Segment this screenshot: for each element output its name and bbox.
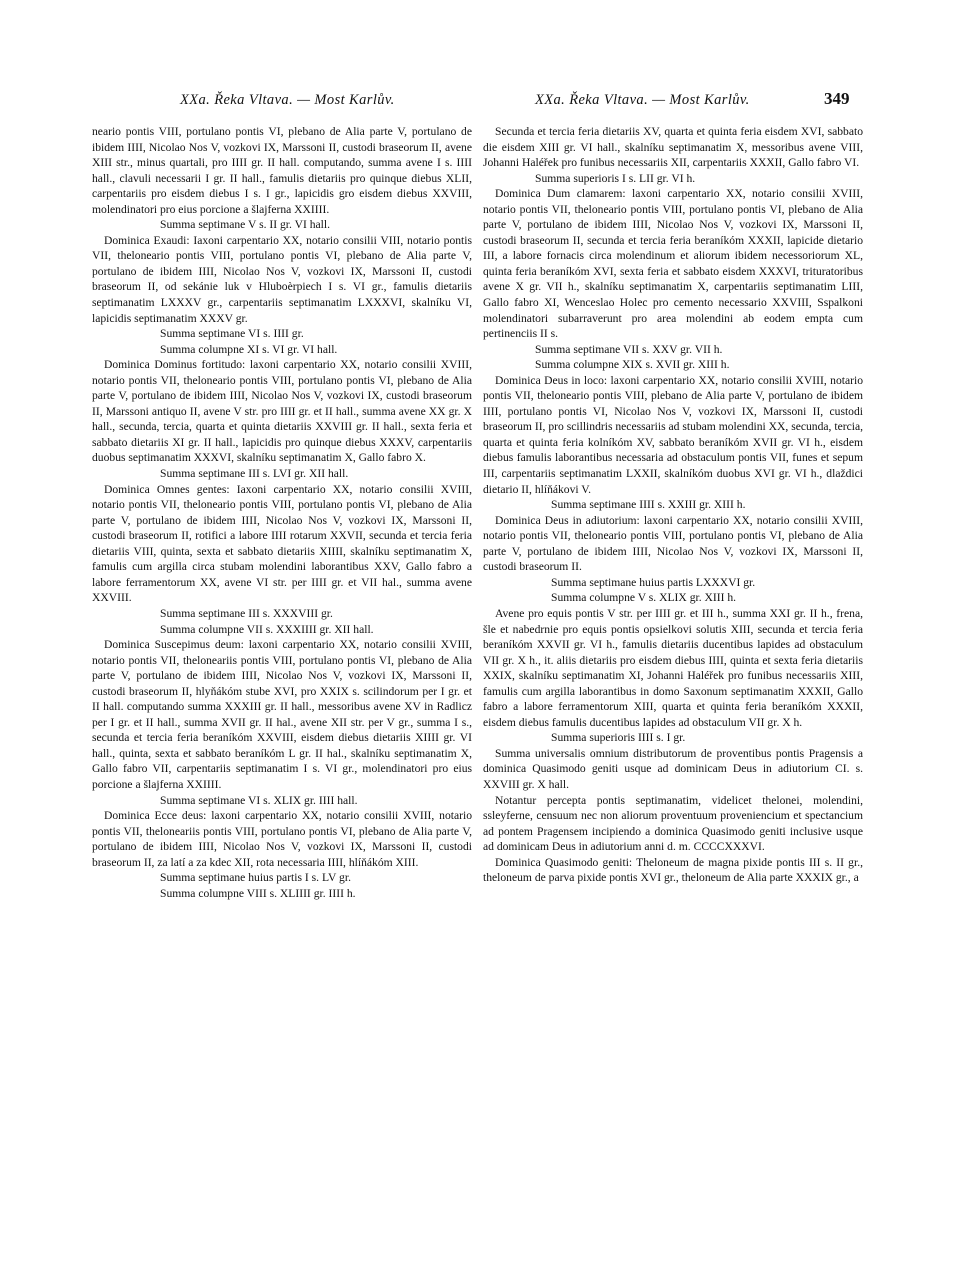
paragraph: Summa universalis omnium distributorum de proventibus pontis Pragensis a dominica Quasimodo geniti usque ad dominicam Deus in adiutorium CI. s. XXVIII gr. X hall. <box>483 746 863 791</box>
paragraph: Dominica Exaudi: Iaxoni carpentario XX, notario consilii VIII, notario pontis VII, theloneario pontis VIII, portulano pontis VI, plebano de Alia parte V, portulano de ibidem IIII, Nicolao Nos V, vozkovi IX, Marssoni II, custodi braseorum II, od sekánie luk v Hluboèrpiech I s. VI gr., famulis dietariis septimanatim LXXXV gr., carpentariis septimanatim LXXXVI, skalníku VI, lapicidis septimanatim XXXV gr. <box>92 233 472 325</box>
paragraph: Secunda et tercia feria dietariis XV, quarta et quinta feria eisdem XVI, sabbato die eisdem XIII gr. VI hall., skalníku septimanatim X, messoribus avene VIII, Johanni Haléřek pro funibus necessariis XII, carpentariis XXXII, Gallo fabro VI. <box>483 125 863 170</box>
weekly-sum-line: Summa superioris I s. LII gr. VI h. <box>535 171 696 185</box>
paragraph: Dominica Quasimodo geniti: Theloneum de magna pixide pontis III s. II gr., theloneum de parva pixide pontis XVI gr., theloneum de Alia parte XXXIX gr., a <box>483 855 863 885</box>
weekly-sum-line: Summa septimane III s. XXXVIII gr. <box>160 606 333 620</box>
paragraph: Dominica Omnes gentes: Iaxoni carpentario XX, notario consilii XVIII, notario pontis VII, theloneario pontis VIII, portulano pontis VI, plebano de Alia parte V, portulano de ibidem IIII, Nicolao Nos V, vozkovi IX, Marssoni II, custodi braseorum II, rotifici a labore IIII rotarum XXVII, secunda et tercia feria dietariis VIII, quinta, sexta et sabbato dietariis XIIII, skalníku septimanatim X, famulis cum argilla circa stubam molendini laborantibus XXV, Gallo fabro a labore ferramentorum XX, avene VI str. per IIII gr. et VII hal., summa avene XXVIII. <box>92 482 472 605</box>
weekly-sum-line: Summa septimane huius partis I s. LV gr. <box>160 871 351 885</box>
weekly-sum-line: Summa septimane VII s. XXV gr. VII h. <box>535 342 723 356</box>
paragraph: Dominica Deus in loco: laxoni carpentario XX, notario consilii XVIII, notario pontis VII, theloneario pontis VIII, plebano de Alia parte V, portulano de ibidem IIII, portulano pontis VI, Nicolao Nos V, vozkovi IX, Marssoni II, custodi braseorum II, pro scillindris necessariis ad stubam molendini XX, secunda, tercia, quarta et quinta feria kolníkóm XV, sabbato beraníkóm XVII gr. VI h., eisdem diebus famulis laborantibus necessaria ad obstaculum pontis VII, funes et sepum III, carpentariis septimanatim LXXII, skalníkóm duobus XVI gr. VI h., dlaždici dietario II, hlíňákovi V. <box>483 373 863 496</box>
column-sum-line: Summa columpne VIII s. XLIIII gr. IIII h. <box>160 886 356 900</box>
paragraph: neario pontis VIII, portulano pontis VI, plebano de Alia parte V, portulano de ibidem IIII, Nicolao Nos V, vozkovi IX, Marssoni II, custodi braseorum II, avene XIII str., minus quartali, pro IIII gr. II hall. computando, summa avene I s. IIII hall., clavuli necessarii I gr. II hall., famulis dietariis pro quinque diebus XLII, carpentariis pro eisdem diebus I s. I gr., lapicidis gro eisdem diebus XXVIII, molendinatori pro eius porcione a šlajferna XXIIII. <box>92 125 472 216</box>
weekly-sum-line: Summa septimane IIII s. XXIII gr. XIII h. <box>551 498 746 512</box>
right-text-column <box>483 124 863 886</box>
weekly-sum-line: Summa septimane VI s. IIII gr. <box>160 327 304 341</box>
paragraph: Dominica Suscepimus deum: laxoni carpentario XX, notario consilii XVIII, notario pontis VII, theloneariis pontis VIII, portulano pontis VI, plebano de Alia parte V, portulano de ibidem IIII, Nicolao Nos V, vozkovi IX, Marssoni II, custodi braseorum II, hlyňákóm stube XVI, pro XXIX s. scilindorum per I gr. et II hall. computando summa XXXIII gr. II hall., messoribus avene XV in Radlicz per I gr. et II hall., summa XVII gr. II hal., avene XII str. per V gr., summa I s., secunda et tercia feria beraníkóm XXVIII, eisdem diebus dietariis XIIII gr. VI hall., quinta, sexta et sabbato beraníkóm L gr. II hal., skalníku septimanatim X, Gallo fabro VII, carpentariis septimanatim I s. VI gr., molendinatori pro eius porcione a šlajferna XXIIII. <box>92 638 472 791</box>
weekly-sum-line: Summa septimane V s. II gr. VI hall. <box>160 218 331 232</box>
weekly-sum-line: Summa septimane VI s. XLIX gr. IIII hall. <box>160 793 358 807</box>
column-sum-line: Summa columpne XI s. VI gr. VI hall. <box>160 342 338 356</box>
running-header-right: XXa. Řeka Vltava. — Most Karlův. <box>535 92 750 108</box>
paragraph: Avene pro equis pontis V str. per IIII gr. et III h., summa XXI gr. II h., frena, šle et nabedrnie pro equis pontis opsielkovi solutis XIII, secunda et tercia feria beraníkóm XXVII gr. VI h., famulis dietariis ducentibus lapides ad obstaculum VII gr. X h., it. aliis dietariis pro eisdem diebus IIII, quinta et sexta feria dietariis XXIX, skalníku septimanatim XI, Johanni Haléřek pro funibus necessariis XIII, famulis cum argilla laborantibus in domo Saxonum septimanatim XXXII, Gallo fabro a labore ferramentorum XIII, quarta et quinta feria beraníkóm XXXII, eisdem diebus famulis ducentibus lapides ad obstaculum VII gr. X h. <box>483 606 863 729</box>
weekly-sum-line: Summa septimane III s. LVI gr. XII hall. <box>160 467 349 481</box>
weekly-sum-line: Summa superioris IIII s. I gr. <box>551 731 686 745</box>
paragraph: Dominica Deus in adiutorium: laxoni carpentario XX, notario consilii XVIII, notario pontis VII, theloneario pontis VIII, portulano pontis VI, plebano de Alia parte V, portulano de ibidem IIII, Nicolao Nos V, vozkovi IX, Marssoni II, custodi braseorum II. <box>483 513 863 574</box>
page-number: 349 <box>824 89 850 108</box>
paragraph: Dominica Dum clamarem: laxoni carpentario XX, notario consilii XVIII, notario pontis VII, theloneario pontis VIII, portulano pontis VI, plebano de Alia parte V, portulano de ibidem IIII, Nicolao Nos V, vozkovi IX, Marssoni II, custodi braseorum II, secunda et tercia feria beraníkóm XXXII, lapicide dietario III, a labore fornacis circa molendinum et aliorum ibidem necessoriorum XL, quinta feria beraníkóm XVI, sexta feria et sabbato eisdem XXXVI, trituratoribus avene X gr. VII h., skalníku septimanatim X, carpentariis septimanatim LIII, Gallo fabro XI, Wenceslao Holec pro cemento necessario XXVIII, Sspalkoni molendinatori subarraverunt pro area molendini ab eodem empta cum pertinenciis II s. <box>483 187 863 341</box>
running-header-left: XXa. Řeka Vltava. — Most Karlův. <box>180 92 395 108</box>
left-text-column <box>92 124 472 901</box>
column-sum-line: Summa columpne V s. XLIX gr. XIII h. <box>551 591 737 605</box>
column-sum-line: Summa columpne XIX s. XVII gr. XIII h. <box>535 358 730 372</box>
weekly-sum-line: Summa septimane huius partis LXXXVI gr. <box>551 575 756 589</box>
column-sum-line: Summa columpne VII s. XXXIIII gr. XII hall. <box>160 622 374 636</box>
paragraph: Notantur percepta pontis septimanatim, videlicet thelonei, molendini, ssleyferne, censuum nec non aliorum proventuum proveniencium et spectancium ad pontem Pragensem incipiendo a dominica Quasimodo geniti inclusive usque ad dominicam Deus in adiutorium anni d. m. CCCCXXXVI. <box>483 793 863 854</box>
paragraph: Dominica Ecce deus: laxoni carpentario XX, notario consilii XVIII, notario pontis VII, theloneariis pontis VIII, portulano pontis VI, plebano de Alia parte V, portulano de ibidem IIII, Nicolao Nos V, vozkovi IX, Marssoni II, custodi braseorum II, za latí a za kdec XII, rota necessaria IIII, hlíňákóm XIII. <box>92 809 472 869</box>
paragraph: Dominica Dominus fortitudo: laxoni carpentario XX, notario consilii XVIII, notario pontis VII, theloneario pontis VIII, portulano pontis VI, plebano de Alia parte V, portulano de ibidem IIII, Nicolao Nos V, vozkovi IX, custodi braseorum II, Marssoni antiquo II, avene V str. pro IIII gr. et II hall., summa avene XX gr. X hall., secunda, tercia, quarta et quinta dietariis XXVIII gr. II hall., sexta feria et sabbato dietariis XI gr. II hall., lapicidis pro quinque diebus XXXV, carpentariis duobus septimanatim XXXVI, skalníku septimanatim X, Gallo fabro X. <box>92 358 472 465</box>
